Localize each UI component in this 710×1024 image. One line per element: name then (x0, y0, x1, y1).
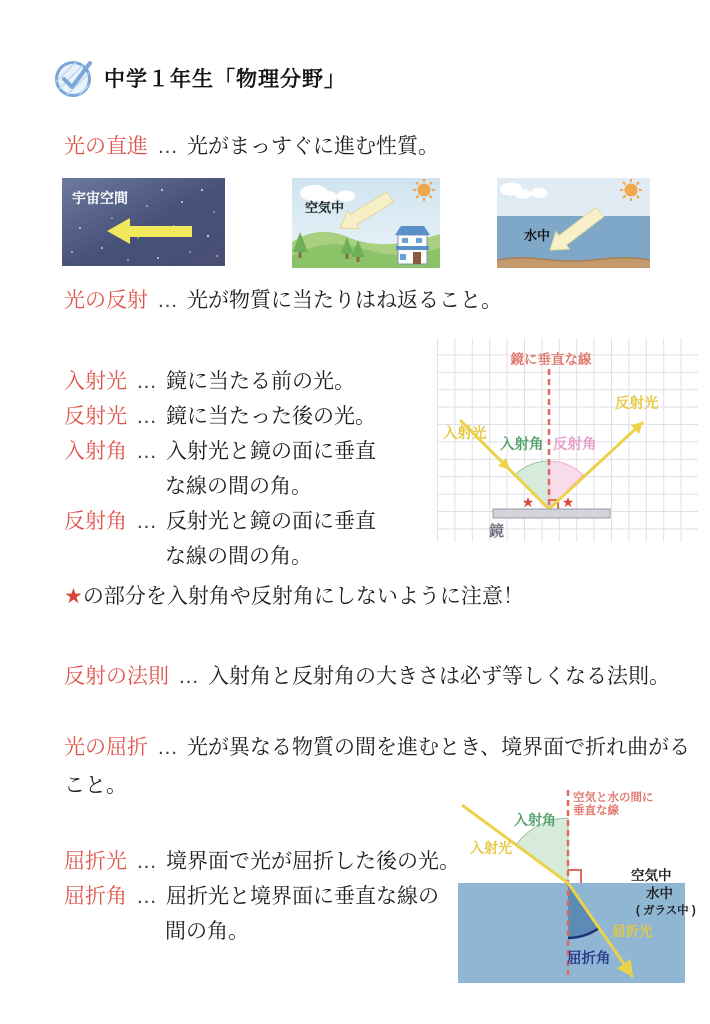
def-hansha: 光が物質に当たりはね返ること。 (187, 289, 502, 312)
term: 反射角 (64, 510, 127, 533)
section-line-hansha (64, 287, 502, 315)
ellipsis: … (178, 665, 199, 688)
water-illustration (497, 178, 650, 268)
definition: 反射光と鏡の面に垂直 (166, 510, 376, 533)
term: 屈折光 (64, 850, 127, 873)
ellipsis: … (136, 440, 157, 463)
ellipsis: … (157, 135, 178, 158)
air-label: 空気中 (305, 200, 345, 215)
water-label: 水中 (524, 228, 551, 243)
def-line-nyushako (64, 368, 355, 396)
section-line-chokushin (64, 133, 439, 161)
glass-region-label: ( ガラス中 ) (636, 905, 696, 917)
star-mark-left: ★ (521, 494, 535, 510)
def-line-hanshako (64, 403, 376, 431)
check-circle-icon (52, 54, 98, 100)
reflection-diagram (437, 337, 699, 543)
mirror-bar (493, 509, 610, 518)
mirror-label: 鏡 (489, 523, 505, 540)
def-chokushin: 光がまっすぐに進む性質。 (187, 135, 439, 158)
incident-ray-label: 入射光 (470, 840, 512, 856)
term-kussetsu: 光の屈折 (64, 736, 148, 759)
term-hosoku: 反射の法則 (64, 665, 169, 688)
ellipsis: … (136, 405, 157, 428)
right-angle-mark (568, 870, 581, 883)
definition: 入射光と鏡の面に垂直 (166, 440, 376, 463)
refraction-diagram (450, 785, 710, 1010)
def-continuation: な線の間の角。 (165, 475, 312, 498)
ellipsis: … (136, 850, 157, 873)
term: 入射角 (64, 440, 127, 463)
air-illustration (292, 178, 440, 268)
ellipsis: … (136, 885, 157, 908)
space-label: 宇宙空間 (72, 190, 128, 206)
term-chokushin: 光の直進 (64, 135, 148, 158)
section-line-hosoku (64, 663, 670, 691)
definition: 境界面で光が屈折した後の光。 (166, 850, 460, 873)
normal-line-label-2: 垂直な線 (573, 805, 619, 817)
term-hansha: 光の反射 (64, 289, 148, 312)
refracted-angle-label: 屈折角 (567, 951, 611, 967)
incident-angle-label: 入射角 (514, 812, 556, 828)
definition: 鏡に当たる前の光。 (166, 370, 355, 393)
def-hosoku: 入射角と反射角の大きさは必ず等しくなる法則。 (208, 665, 670, 688)
note-body: の部分を入射角や反射角にしないように注意！ (82, 585, 524, 608)
def-line-kussetsukaku (64, 883, 439, 911)
caution-note (64, 583, 524, 611)
incident-angle-label: 入射角 (500, 437, 544, 453)
ellipsis: … (157, 736, 178, 759)
air-region-label: 空気中 (631, 868, 672, 883)
definition: 鏡に当たった後の光。 (166, 405, 376, 428)
term: 屈折角 (64, 885, 127, 908)
note-text (64, 583, 524, 611)
page-title: 中学１年生「物理分野」 (104, 68, 346, 91)
reflected-angle-label: 反射角 (553, 437, 597, 453)
term: 反射光 (64, 405, 127, 428)
star-mark: ★ (64, 585, 83, 608)
space-illustration (62, 178, 225, 266)
normal-line-label-1: 空気と水の間に (573, 792, 654, 804)
def-line-kussetsuko (64, 848, 460, 876)
section-line-kussetsu (64, 734, 690, 762)
definition: 屈折光と境界面に垂直な線の (166, 885, 439, 908)
ellipsis: … (157, 289, 178, 312)
house (395, 226, 430, 264)
def-kussetsu-continuation: こと。 (64, 774, 127, 797)
def-continuation: な線の間の角。 (165, 545, 312, 568)
ellipsis: … (136, 370, 157, 393)
term: 入射光 (64, 370, 127, 393)
def-line-hanshakaku (64, 508, 376, 536)
def-kussetsu: 光が異なる物質の間を進むとき、境界面で折れ曲がる (187, 736, 691, 759)
star-mark-right: ★ (561, 494, 575, 510)
def-line-nyushakaku (64, 438, 376, 466)
refracted-ray-label: 屈折光 (612, 924, 653, 939)
water-region-label: 水中 (646, 886, 673, 901)
def-continuation: 間の角。 (165, 920, 249, 943)
incident-ray-label: 入射光 (443, 426, 487, 442)
normal-line-label: 鏡に垂直な線 (510, 352, 592, 367)
reflected-ray-label: 反射光 (615, 396, 659, 412)
ellipsis: … (136, 510, 157, 533)
